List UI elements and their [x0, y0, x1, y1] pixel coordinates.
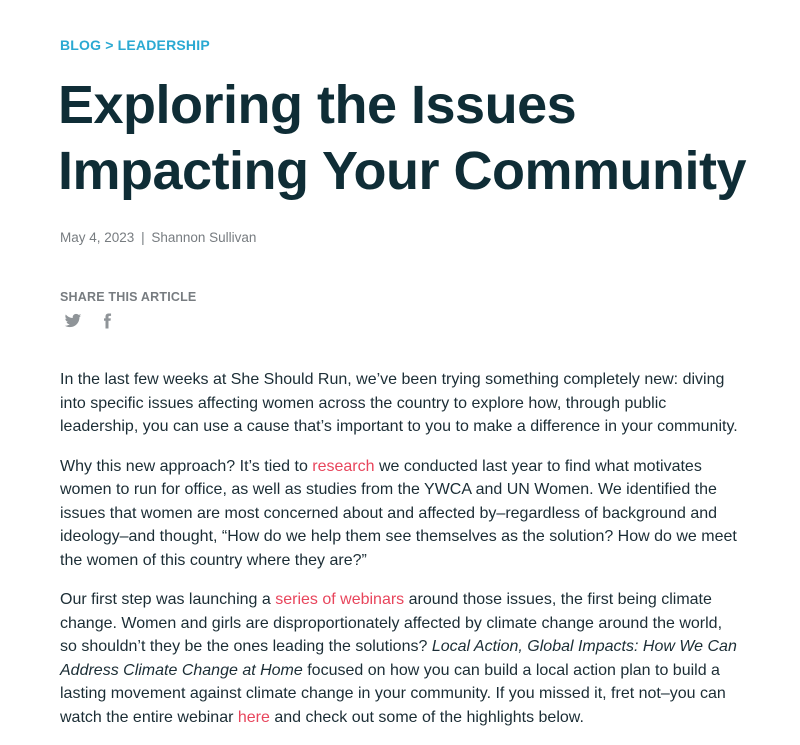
- breadcrumb-blog-link[interactable]: BLOG: [60, 37, 102, 53]
- paragraph-3-text-d: and check out some of the highlights below.: [269, 708, 584, 726]
- webinars-link[interactable]: series of webinars: [275, 591, 405, 608]
- breadcrumb: [60, 37, 210, 53]
- breadcrumb-leadership-link[interactable]: LEADERSHIP: [117, 37, 210, 53]
- facebook-icon[interactable]: [98, 312, 116, 330]
- article-meta: [60, 230, 256, 245]
- paragraph-1: In the last few weeks at She Should Run, we’ve been trying something completely new: diving into specific issues affecting women across the country to explore how, through public leadership, you can use a cause that’s important to you to make a difference in your community.: [60, 371, 738, 435]
- paragraph-2-text-b: we conducted last year to find what motivates women to run for office, as well as studies from the YWCA and UN Women. We identified the issues that women are most concerned about and affected by–regardless of background and ideology–and thought, “How do we help them see themselves as the solution? How do we meet the women of this country where they are?”: [60, 457, 737, 569]
- page-title: Exploring the Issues Impacting Your Community: [58, 75, 747, 201]
- webinar-here-link[interactable]: here: [237, 708, 270, 726]
- webinar-title: Local Action, Global Impacts: How We Can Address Climate Change at Home: [60, 638, 737, 679]
- paragraph-3: [60, 588, 740, 729]
- share-icons: [64, 312, 116, 330]
- breadcrumb-separator: >: [105, 37, 114, 53]
- paragraph-3-text-c: focused on how you can build a local action plan to build a lasting movement against climate change in your community. If you missed it, fret not–you can watch the entire webinar: [60, 661, 726, 726]
- paragraph-3-text-b: around those issues, the first being climate change. Women and girls are disproportionately affected by climate change around the world, so shouldn’t they be the ones leading the solutions?: [60, 591, 723, 655]
- article-author: Shannon Sullivan: [151, 230, 257, 245]
- paragraph-3-text-a: Our first step was launching a: [60, 591, 276, 608]
- twitter-icon[interactable]: [64, 312, 82, 330]
- meta-separator: |: [141, 230, 145, 245]
- research-link[interactable]: research: [312, 457, 375, 475]
- article-date: May 4, 2023: [60, 230, 135, 245]
- share-label: SHARE THIS ARTICLE: [60, 290, 197, 304]
- paragraph-2-text-a: Why this new approach? It’s tied to: [60, 457, 313, 475]
- paragraph-2: [60, 455, 740, 573]
- article-body: [60, 368, 740, 745]
